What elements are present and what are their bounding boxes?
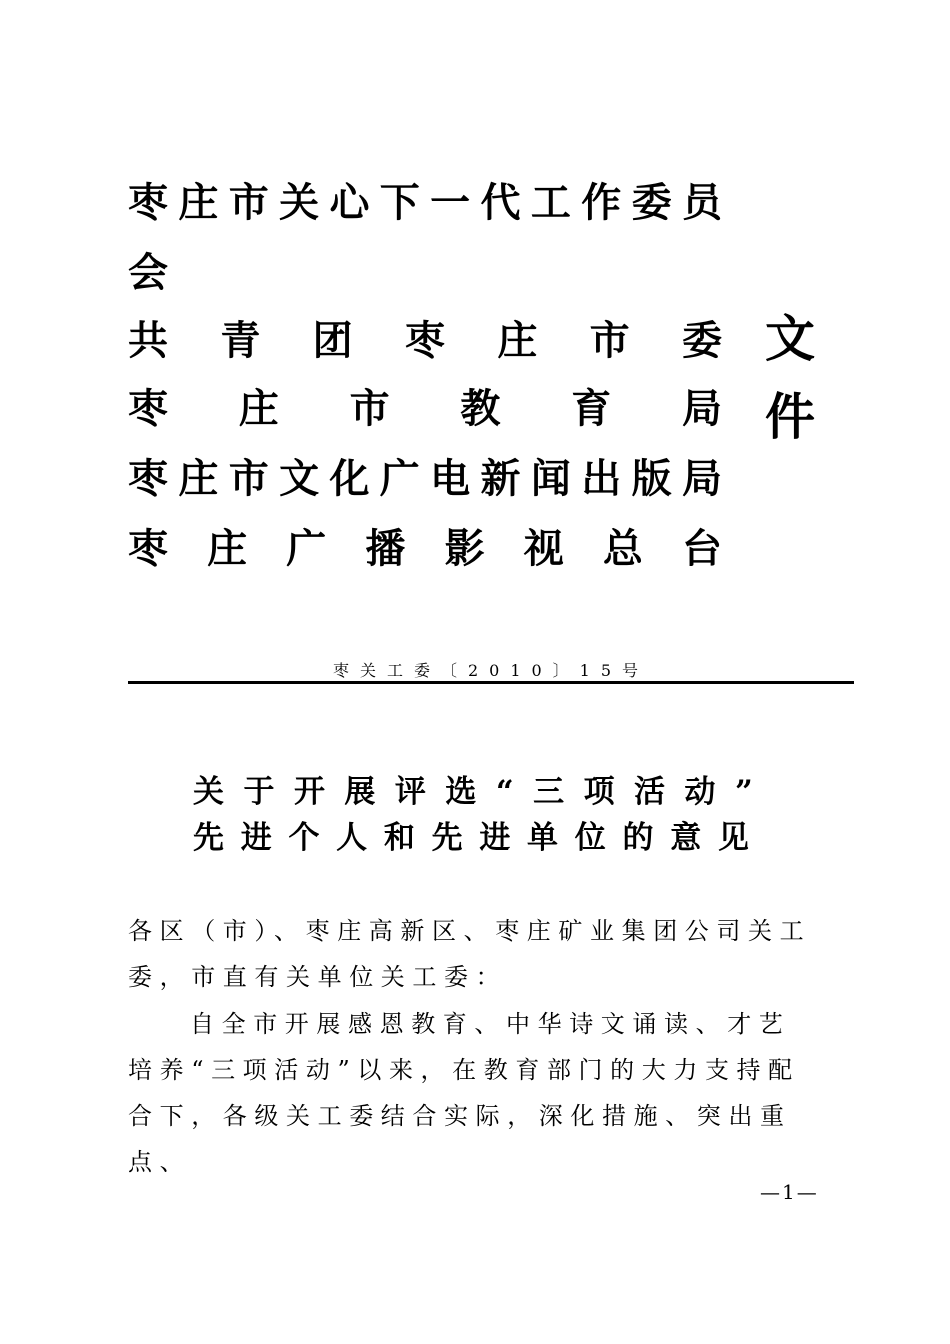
character: 庄 bbox=[178, 179, 219, 226]
issuer-org3 bbox=[128, 386, 722, 432]
character: ” bbox=[735, 774, 753, 810]
character: 教 bbox=[460, 385, 501, 432]
character: 台 bbox=[681, 525, 722, 572]
issuer-org1-line1-chars bbox=[128, 180, 722, 226]
character: 版 bbox=[631, 455, 672, 502]
body-paragraph-1: 自全市开展感恩教育、中华诗文诵读、才艺培养“三项活动”以来，在教育部门的大力支持配合下，各级关工委结合实际，深化措施、突出重点、 bbox=[128, 1010, 800, 1176]
character: 青 bbox=[220, 317, 261, 364]
character: 个 bbox=[288, 820, 320, 856]
character: 进 bbox=[240, 820, 272, 856]
character: 文 bbox=[279, 455, 320, 502]
character: 委 bbox=[681, 317, 722, 364]
character: 先 bbox=[431, 820, 463, 856]
character: 员 bbox=[681, 179, 722, 226]
character: 作 bbox=[581, 179, 622, 226]
character: 庄 bbox=[178, 455, 219, 502]
document-suffix: 文件 bbox=[765, 309, 815, 446]
character: 一 bbox=[430, 179, 471, 226]
character: 项 bbox=[583, 774, 615, 810]
recipients: 各区（市）、枣庄高新区、枣庄矿业集团公司关工委，市直有关单位关工委： bbox=[128, 917, 812, 991]
character: 庄 bbox=[497, 317, 538, 364]
page-number: —1— bbox=[760, 1180, 819, 1204]
header-rule bbox=[128, 681, 854, 684]
character: 意 bbox=[670, 820, 702, 856]
issuer-org1-line2: 会 bbox=[128, 249, 168, 296]
character: 动 bbox=[684, 774, 716, 810]
character: 单 bbox=[527, 820, 559, 856]
character: 展 bbox=[344, 774, 376, 810]
character: 工 bbox=[530, 179, 571, 226]
character: 育 bbox=[571, 385, 612, 432]
character: 见 bbox=[717, 820, 749, 856]
character: 市 bbox=[228, 179, 269, 226]
character: 市 bbox=[589, 317, 630, 364]
issuer-org1-line1 bbox=[128, 180, 722, 226]
character: 枣 bbox=[128, 385, 168, 432]
issuer-org4 bbox=[128, 456, 722, 502]
character: 的 bbox=[622, 820, 654, 856]
character: 电 bbox=[430, 455, 471, 502]
character: 影 bbox=[444, 525, 485, 572]
character: 代 bbox=[480, 179, 521, 226]
character: 位 bbox=[574, 820, 606, 856]
character: 局 bbox=[681, 455, 722, 502]
issuer-org2 bbox=[128, 318, 722, 364]
character: 庄 bbox=[207, 525, 248, 572]
character: 心 bbox=[329, 179, 370, 226]
document-title-line2 bbox=[193, 816, 749, 860]
character: 团 bbox=[312, 317, 353, 364]
character: 局 bbox=[681, 385, 722, 432]
character: 视 bbox=[523, 525, 564, 572]
character: 人 bbox=[336, 820, 368, 856]
character: 市 bbox=[228, 455, 269, 502]
character: 三 bbox=[533, 774, 565, 810]
character: 关 bbox=[279, 179, 320, 226]
character: 出 bbox=[581, 455, 622, 502]
character: 枣 bbox=[128, 179, 168, 226]
character: 开 bbox=[293, 774, 325, 810]
character: 下 bbox=[379, 179, 420, 226]
character: 枣 bbox=[128, 525, 168, 572]
character: 枣 bbox=[128, 455, 168, 502]
document-number: 枣关工委〔2010〕15号 bbox=[332, 661, 650, 680]
character: 广 bbox=[286, 525, 327, 572]
character: 于 bbox=[243, 774, 275, 810]
character: “ bbox=[495, 774, 514, 810]
character: 关 bbox=[193, 774, 224, 810]
character: 委 bbox=[631, 179, 672, 226]
character: 庄 bbox=[238, 385, 279, 432]
character: 新 bbox=[480, 455, 521, 502]
character: 枣 bbox=[404, 317, 445, 364]
issuer-org5 bbox=[128, 526, 722, 572]
document-title-line1 bbox=[193, 770, 753, 814]
character: 进 bbox=[479, 820, 511, 856]
character: 评 bbox=[394, 774, 426, 810]
character: 先 bbox=[193, 820, 224, 856]
character: 广 bbox=[379, 455, 420, 502]
character: 共 bbox=[128, 317, 168, 364]
character: 活 bbox=[634, 774, 666, 810]
character: 闻 bbox=[530, 455, 571, 502]
character: 和 bbox=[383, 820, 415, 856]
character: 市 bbox=[349, 385, 390, 432]
character: 播 bbox=[365, 525, 406, 572]
character: 选 bbox=[445, 774, 477, 810]
character: 总 bbox=[602, 525, 643, 572]
character: 化 bbox=[329, 455, 370, 502]
